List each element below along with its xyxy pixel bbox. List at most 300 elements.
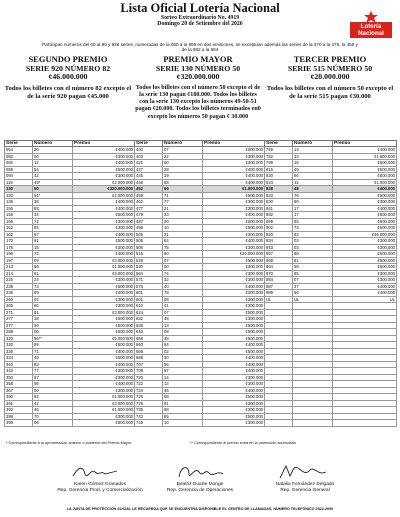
table-cell: ¢500.000 [203,413,265,420]
table-cell: 91 [163,400,203,407]
table-cell: 841 [265,205,293,212]
table-cell: ¢500.000 [333,212,397,219]
table-cell: 632 [135,316,163,323]
table-cell: 50 [163,160,203,167]
table-cell: ¢300.000 [203,231,265,238]
table-cell: ¢400.000 [333,205,397,212]
prize-amount: ¢20.000.000 [310,72,350,82]
table-cell: 93 [33,205,73,212]
table-cell: 799 [265,160,293,167]
table-cell: 358 [5,381,33,388]
table-cell: 14 [163,374,203,381]
table-cell: 260 [5,296,33,303]
table-cell: 81 [33,309,73,316]
results-table [4,140,397,427]
signature-name: Beatriz Duarte Monge [176,482,224,487]
table-cell: ¢300.000 [73,368,135,375]
table-cell: ¢500.000 [333,257,397,264]
table-cell: 391 [5,400,33,407]
table-cell: 094 [5,173,33,180]
table-cell: 88 [163,407,203,414]
table-cell: 118 [5,179,33,186]
table-cell: UL [333,296,397,303]
table-cell: 902 [265,225,293,232]
table-cell: 578 [135,283,163,290]
signature-role: Rep. Gerencia de Operaciones [166,487,234,493]
table-cell: ¢400.000 [73,147,135,154]
table-cell: ¢500.000 [333,218,397,225]
table-cell: ¢300.000 [203,277,265,284]
table-cell: 57 [33,374,73,381]
prize-serie: SERIE 920 NÚMERO 82 [25,63,111,73]
table-cell: ¢300.000 [73,296,135,303]
table-cell: 833 [265,192,293,199]
table-cell: 46 [33,407,73,414]
table-cell: 66 [163,186,203,193]
table-cell: 943 [265,244,293,251]
table-cell: ¢500.000 [333,192,397,199]
table-cell: ¢400.000 [333,290,397,297]
table-cell: 505 [135,231,163,238]
table-cell: ¢500.000 [73,283,135,290]
table-cell: 130 [5,186,33,193]
table-cell: 745 [135,420,163,427]
table-cell: 515 [135,251,163,258]
table-cell: 09 [33,257,73,264]
table-cell: 445 [135,173,163,180]
table-cell: ¢300.000 [73,413,135,420]
table-cell: ¢300.000 [73,277,135,284]
table-cell: 06 [33,329,73,336]
table-cell: 76 [293,192,333,199]
table-cell: ¢300.000 [203,147,265,154]
signature-block [240,462,370,493]
table-cell: 162 [5,231,33,238]
table-cell: 90 [293,199,333,206]
prize-note: Todos los billetes con el número 50 excepto el de la serie 130 pagan ¢180.000. Todos los billetes con la serie 130 excepto los números 49-50-51 pagan ¢20.000. Todos los billetes terminados en0 excepto los números 50 pagan ¢ 30.000 [135,84,261,120]
table-cell: 479 [135,212,163,219]
table-cell: 830 [265,199,293,206]
col-header: Número [33,141,73,147]
table-cell: 07 [163,309,203,316]
table-cell: 162 [5,225,33,232]
table-cell: 67 [33,231,73,238]
sorteo-date: Domingo 20 de Setiembre del 2026 [157,21,243,28]
table-cell: 403 [135,153,163,160]
logo-line-2: Nacional [358,30,384,37]
table-cell: 00 [33,322,73,329]
table-cell: 155 [5,205,33,212]
table-cell: 82 [293,231,333,238]
table-cell: 12 [33,160,73,167]
table-cell: ¢500.000 [203,192,265,199]
table-cell: 34 [33,212,73,219]
table-cell: ¢500.000 [333,264,397,271]
table-cell: ¢500.000 [203,348,265,355]
table-cell: 07 [293,277,333,284]
table-cell: 22 [163,153,203,160]
signature-name: Natalia Fernández Delgado [275,482,335,487]
col-header: Premio [333,141,397,147]
table-cell: 00 [33,153,73,160]
table-cell: ¢3.000.000 [73,309,135,316]
table-cell: ¢400.000 [333,283,397,290]
table-cell: 49 [33,355,73,362]
table-cell: 088 [5,166,33,173]
table-cell: 74 [163,270,203,277]
table-cell: ¢300.000 [73,173,135,180]
table-cell [293,420,333,427]
table-cell: 17 [293,205,333,212]
signature-name: Karen Gómez Granados [74,482,126,487]
table-cell: ¢300.000 [203,264,265,271]
table-cell: 57 [163,368,203,375]
table-cell: ¢1.000.000 [73,394,135,401]
page-header [0,2,400,28]
table-cell: 28 [163,166,203,173]
table-cell: 054 [5,147,33,154]
table-cell: 277 [5,322,33,329]
table-cell: 71 [163,192,203,199]
table-cell: 50 [293,264,333,271]
table-cell: 19 [163,173,203,180]
table-cell: 03 [293,238,333,245]
table-cell: 33 [293,153,333,160]
table-cell: 743 [135,413,163,420]
table-cell: 452 [135,186,163,193]
table-cell: ¢1.000.000 [73,407,135,414]
table-cell: 54 [33,166,73,173]
table-cell: 86 [33,264,73,271]
table-cell: ¢400.000 [73,205,135,212]
table-cell: 964 [265,264,293,271]
table-cell: 782 [265,153,293,160]
table-cell: 505 [135,238,163,245]
table-cell: 175 [5,244,33,251]
table-cell: 66 [33,303,73,310]
table-cell: 04 [33,296,73,303]
table-cell: ¢300.000 [333,199,397,206]
table-cell: 37 [293,283,333,290]
table-cell: 610 [135,303,163,310]
table-cell: ¢300.000 [333,277,397,284]
table-cell: 70 [33,413,73,420]
table-cell: 68 [163,394,203,401]
table-cell: 342 [5,368,33,375]
table-cell: ¢1.000.000 [73,264,135,271]
table-cell: 487 [135,218,163,225]
table-cell: ¢500.000 [203,394,265,401]
table-cell: 94 [33,225,73,232]
table-cell: 78 [163,290,203,297]
table-cell: ¢500.000 [203,309,265,316]
table-cell: 130 [5,192,33,199]
table-cell: 38 [163,335,203,342]
table-cell: 73 [33,283,73,290]
table-cell: ¢400.000 [73,361,135,368]
table-cell: 970 [265,270,293,277]
table-cell: 984 [265,277,293,284]
table-cell: 66 [293,173,333,180]
table-cell: ¢300.000 [203,316,265,323]
table-cell: 340 [5,361,33,368]
table-cell: ¢400.000 [203,173,265,180]
table-cell: 07 [163,147,203,154]
table-cell: 642 [135,329,163,336]
table-cell: 601 [135,290,163,297]
table-cell: ¢500.000 [73,329,135,336]
signature-role: Rep. Gerencia Prod. y Comercialización [57,487,143,493]
table-cell: 823 [265,179,293,186]
table-cell: 32 [163,277,203,284]
table-cell: 61 [33,270,73,277]
table-cell [333,420,397,427]
table-cell: 24 [33,277,73,284]
table-cell: 427 [135,166,163,173]
table-cell: 64 [163,238,203,245]
table-cell: 49* [33,179,73,186]
prize-note: Todos los billetes con el número 82 excepto el de la serie 920 pagan ¢45.000 [4,84,132,100]
table-cell: ¢46.000.000 [333,231,397,238]
table-cell: 898 [265,218,293,225]
table-cell: 46 [163,387,203,394]
table-cell [265,420,293,427]
table-cell: 83 [33,361,73,368]
table-cell: 326 [5,348,33,355]
col-header: Número [163,141,203,147]
table-cell: 236 [5,290,33,297]
table-cell: 271 [5,309,33,316]
prize-amount: ¢320.000.000 [176,72,220,82]
table-cell: 564 [135,270,163,277]
table-cell: 749 [265,147,293,154]
table-cell: 15 [33,244,73,251]
table-cell: ¢500.000 [333,225,397,232]
table-cell: 288 [5,329,33,336]
table-cell: 277 [5,316,33,323]
table-row [5,420,397,427]
table-cell: ¢400.000 [203,179,265,186]
table-cell: 51* [33,192,73,199]
table-cell: 624 [135,309,163,316]
table-cell: ¢300.000 [73,387,135,394]
table-cell: ¢500.000 [73,316,135,323]
table-cell: 02 [163,348,203,355]
main-prize [134,55,262,121]
table-cell: 958 [265,257,293,264]
table-cell: ¢400.000 [203,238,265,245]
table-cell: 196 [5,251,33,258]
table-cell: 48 [163,316,203,323]
prize-serie: SERIE 130 NÚMERO 50 [155,63,241,73]
table-cell: 00 [33,387,73,394]
table-cell: 390 [5,394,33,401]
signature-icon [65,462,135,482]
table-cell: ¢500.000 [73,322,135,329]
table-cell: 720 [135,374,163,381]
table-cell: 082 [5,153,33,160]
table-cell: ¢300.000 [203,400,265,407]
table-cell: 18 [33,316,73,323]
table-cell: 77 [33,368,73,375]
prize-note: Todos los billetes con el número 50 excepto el de la serie 515 pagan ¢30.000 [266,84,394,100]
col-header: Serie [135,141,163,147]
table-cell: ¢400.000 [203,212,265,219]
table-cell: 89 [33,290,73,297]
table-cell: 91 [33,238,73,245]
table-cell: 06 [33,420,73,427]
table-cell: ¢300.000 [333,270,397,277]
table-cell: 72 [33,251,73,258]
logo-text-box [350,22,392,38]
prize-amount: ¢46.000.000 [48,72,88,82]
table-cell: 828 [265,186,293,193]
table-cell: 399 [5,420,33,427]
table-cell: ¢400.000 [203,283,265,290]
table-cell: 722 [135,381,163,388]
table-cell: ¢500.000 [73,166,135,173]
table-cell: ¢3.000.000 [73,257,135,264]
table-cell: 73 [293,225,333,232]
table-cell: ¢400.000 [73,348,135,355]
table-cell: 735 [135,407,163,414]
table-cell: 367 [5,387,33,394]
table-cell: 726 [135,394,163,401]
table-cell: ¢300.000 [203,205,265,212]
table-cell: 17 [293,212,333,219]
table-cell: 12 [163,381,203,388]
table-cell: 72 [33,218,73,225]
table-cell: ¢300.000 [203,218,265,225]
table-cell: ¢400.000 [203,355,265,362]
table-cell: ¢300.000 [203,270,265,277]
table-cell: 50 [163,251,203,258]
table-cell: 170 [5,238,33,245]
table-cell: 12 [293,179,333,186]
table-cell: 400 [135,147,163,154]
table-cell: 320 [5,342,33,349]
table-cell: 33 [163,212,203,219]
table-cell: ¢500.000 [333,160,397,167]
table-cell: 820 [265,173,293,180]
table-cell: 709 [135,368,163,375]
table-cell: 934 [265,238,293,245]
col-header: Número [293,141,333,147]
table-cell: ¢500.000 [203,322,265,329]
table-cell: 10 [163,420,203,427]
table-cell: 530 [135,264,163,271]
table-cell: 462 [135,199,163,206]
table-cell: ¢400.000 [203,361,265,368]
table-cell: 07 [163,257,203,264]
table-cell: 10 [163,225,203,232]
sorteo-number: Sorteo Extraordinario No. 4919 [160,15,240,21]
table-cell: ¢400.000 [333,147,397,154]
table-cell: 56** [33,335,73,342]
table-cell: ¢1.000.000 [203,186,265,193]
table-cell: ¢300.000 [203,420,265,427]
table-cell: 41 [163,303,203,310]
table-cell: 197 [5,257,33,264]
table-cell: ¢300.000 [203,290,265,297]
table-cell: ¢500.000 [333,251,397,258]
signature-role: Rep. Gerencia General [280,487,330,493]
table-cell: ¢400.000 [203,368,265,375]
table-cell: 528 [135,257,163,264]
table-cell: ¢3.000.000 [73,270,135,277]
table-cell: 77 [163,199,203,206]
table-cell: 688 [135,355,163,362]
table-cell: 03 [293,244,333,251]
table-cell: ¢300.000 [203,160,265,167]
table-cell: 85 [163,413,203,420]
table-cell: 50 [33,186,73,193]
table-cell: 40 [163,283,203,290]
table-cell: 16 [293,160,333,167]
table-cell: ¢300.000 [333,244,397,251]
table-cell: ¢300.000 [203,303,265,310]
table-cell: 658 [135,335,163,342]
table-cell: 31 [163,231,203,238]
table-cell: 601 [135,296,163,303]
table-cell: ¢500.000 [73,355,135,362]
table-cell: ¢400.000 [73,381,135,388]
table-cell: ¢500.000 [73,342,135,349]
table-cell: 55 [293,218,333,225]
table-cell: ¢300.000 [73,225,135,232]
table-cell: ¢400.000 [73,199,135,206]
table-cell: 13 [293,147,333,154]
participation-text: Participan números del 00 al 99 y 936 series, numeradas de la 050 a la 999 en dos emisiones, se exceptúan además las series de la 370 a la 379, la 458 y de la 682 a la 684 [42,42,358,53]
table-cell: ¢300.000 [73,153,135,160]
table-cell: ¢2.000.000 [73,192,135,199]
table-cell: ¢300.000 [203,374,265,381]
prize-serie: SERIE 515 NÚMERO 50 [287,63,373,73]
col-header: Serie [5,141,33,147]
table-cell: 920 [265,231,293,238]
bottom-note: LA JUNTA DE PROTECCIÓN SOCIAL LE RECUERDA QUE SE ENCUENTRA DISPONIBLE EL CENTRO DE LLAMADAS, NÚMERO TELEFÓNICO 2522-2000 [66,507,334,511]
table-cell: 42 [33,400,73,407]
table-cell: 728 [135,400,163,407]
table-cell: ¢300.000 [203,381,265,388]
table-cell: 20 [33,147,73,154]
table-cell: 13 [163,322,203,329]
col-header: Premio [73,141,135,147]
table-cell: 48 [293,186,333,193]
table-cell: 75 [163,244,203,251]
table-cell: 00 [163,264,203,271]
signature-icon [165,462,235,482]
table-cell: 477 [135,205,163,212]
table-cell: ¢400.000 [73,160,135,167]
table-cell: ¢300.000 [203,244,265,251]
table-cell: ¢300.000 [203,199,265,206]
table-cell: 350 [5,374,33,381]
table-cell: ¢1.500.000 [333,153,397,160]
table-cell: 214 [5,270,33,277]
table-cell: 707 [135,361,163,368]
table-cell: 235 [5,283,33,290]
logo-line-1: Lotería [360,23,382,30]
table-cell: 71 [33,348,73,355]
table-cell: 225 [5,277,33,284]
prize-title: SEGUNDO PREMIO [28,54,108,64]
table-cell: 38 [33,199,73,206]
table-cell: 459 [135,192,163,199]
table-cell: 155 [5,218,33,225]
table-cell: 448 [135,179,163,186]
table-cell: ¢3.000.000 [73,400,135,407]
